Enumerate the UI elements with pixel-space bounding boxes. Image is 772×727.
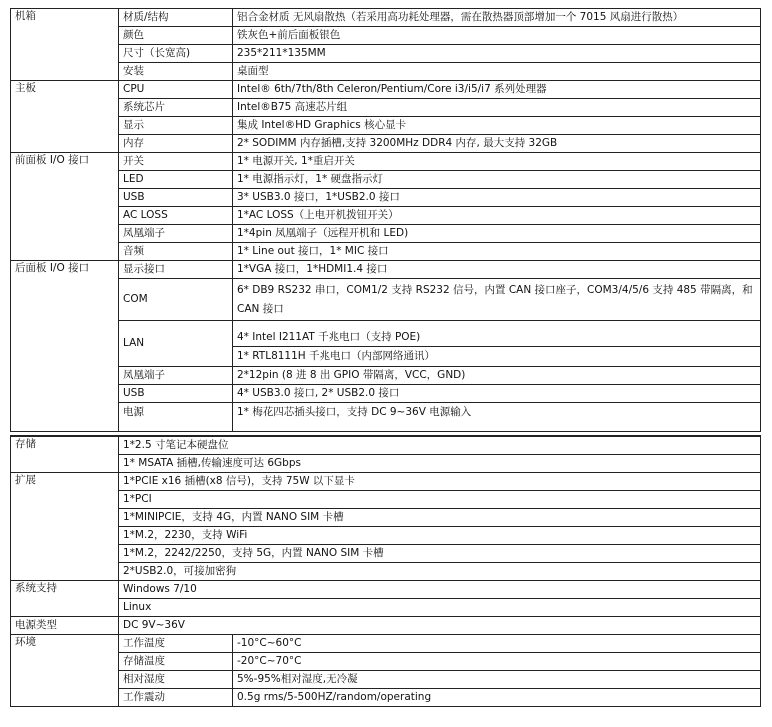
category-rear-io: 后面板 I/O 接口 <box>11 261 119 432</box>
spec-key: 凤凰端子 <box>119 367 233 385</box>
spec-value: 1* 电源开关, 1*重启开关 <box>233 153 761 171</box>
spec-key: 凤凰端子 <box>119 225 233 243</box>
spec-value: 1*AC LOSS（上电开机拨钮开关） <box>233 207 761 225</box>
spec-value: 6* DB9 RS232 串口，COM1/2 支持 RS232 信号，内置 CAN 接口座子，COM3/4/5/6 支持 485 带隔离，和 CAN 接口 <box>233 279 761 321</box>
spec-key: 工作震动 <box>119 688 233 706</box>
spec-key: LAN <box>119 321 233 367</box>
spec-key: 安装 <box>119 63 233 81</box>
spec-value: Intel® 6th/7th/8th Celeron/Pentium/Core i3/i5/i7 系列处理器 <box>233 81 761 99</box>
category-storage: 存储 <box>11 436 119 472</box>
spec-key: LED <box>119 171 233 189</box>
spec-key: 相对湿度 <box>119 670 233 688</box>
category-power-type: 电源类型 <box>11 616 119 634</box>
spec-value: Linux <box>119 598 761 616</box>
spec-value: 桌面型 <box>233 63 761 81</box>
spec-value: 5%-95%相对湿度,无冷凝 <box>233 670 761 688</box>
spec-key: 材质/结构 <box>119 9 233 27</box>
spec-value: 0.5g rms/5-500HZ/random/operating <box>233 688 761 706</box>
spec-value: 1*VGA 接口，1*HDMI1.4 接口 <box>233 261 761 279</box>
spec-value: 1*MINIPCIE，支持 4G，内置 NANO SIM 卡槽 <box>119 508 761 526</box>
spec-key: 显示接口 <box>119 261 233 279</box>
spec-key: COM <box>119 279 233 321</box>
category-chassis: 机箱 <box>11 9 119 81</box>
spec-value: 2*12pin (8 进 8 出 GPIO 带隔离，VCC，GND) <box>233 367 761 385</box>
spec-key: 电源 <box>119 403 233 432</box>
spec-key: 系统芯片 <box>119 99 233 117</box>
spec-key: 内存 <box>119 135 233 153</box>
spec-key: 工作温度 <box>119 634 233 652</box>
spec-value: 铝合金材质 无风扇散热（若采用高功耗处理器，需在散热器顶部增加一个 7015 风扇进行散热） <box>233 9 761 27</box>
spec-value: -20°C~70°C <box>233 652 761 670</box>
spec-key: AC LOSS <box>119 207 233 225</box>
category-environment: 环境 <box>11 634 119 706</box>
spec-table-system <box>10 435 761 707</box>
spec-value: 1*4pin 凤凰端子（远程开机和 LED) <box>233 225 761 243</box>
spec-value: 1*PCI <box>119 490 761 508</box>
spec-value: 1*2.5 寸笔记本硬盘位 <box>119 436 761 454</box>
spec-value: 2*USB2.0，可接加密狗 <box>119 562 761 580</box>
spec-key: USB <box>119 189 233 207</box>
spec-key: 颜色 <box>119 27 233 45</box>
spec-value: 1* Line out 接口，1* MIC 接口 <box>233 243 761 261</box>
category-front-io: 前面板 I/O 接口 <box>11 153 119 261</box>
spec-value: DC 9V~36V <box>119 616 761 634</box>
spec-value: 4* Intel I211AT 千兆电口（支持 POE) <box>233 321 761 347</box>
spec-key: 音频 <box>119 243 233 261</box>
spec-value: 1* 电源指示灯，1* 硬盘指示灯 <box>233 171 761 189</box>
spec-value: 1*PCIE x16 插槽(x8 信号)，支持 75W 以下显卡 <box>119 472 761 490</box>
spec-value: 铁灰色+前后面板银色 <box>233 27 761 45</box>
spec-value: -10°C~60°C <box>233 634 761 652</box>
category-mainboard: 主板 <box>11 81 119 153</box>
spec-value: Windows 7/10 <box>119 580 761 598</box>
spec-key: CPU <box>119 81 233 99</box>
spec-value: 2* SODIMM 内存插槽,支持 3200MHz DDR4 内存, 最大支持 32GB <box>233 135 761 153</box>
spec-value: 1* RTL8111H 千兆电口（内部网络通讯） <box>233 347 761 367</box>
spec-value: Intel®B75 高速芯片组 <box>233 99 761 117</box>
category-expansion: 扩展 <box>11 472 119 580</box>
spec-key: 开关 <box>119 153 233 171</box>
spec-sheet <box>10 8 760 707</box>
spec-value: 1*M.2，2230，支持 WiFi <box>119 526 761 544</box>
spec-value: 1* 梅花四芯插头接口，支持 DC 9~36V 电源输入 <box>233 403 761 432</box>
spec-key: 显示 <box>119 117 233 135</box>
spec-key: 存储温度 <box>119 652 233 670</box>
spec-value: 1*M.2，2242/2250，支持 5G，内置 NANO SIM 卡槽 <box>119 544 761 562</box>
spec-key: USB <box>119 385 233 403</box>
spec-table-hardware <box>10 8 761 432</box>
spec-value: 235*211*135MM <box>233 45 761 63</box>
spec-key: 尺寸（长宽高) <box>119 45 233 63</box>
spec-value: 4* USB3.0 接口, 2* USB2.0 接口 <box>233 385 761 403</box>
spec-value: 3* USB3.0 接口，1*USB2.0 接口 <box>233 189 761 207</box>
spec-value: 集成 Intel®HD Graphics 核心显卡 <box>233 117 761 135</box>
spec-value: 1* MSATA 插槽,传输速度可达 6Gbps <box>119 454 761 472</box>
category-os: 系统支持 <box>11 580 119 616</box>
